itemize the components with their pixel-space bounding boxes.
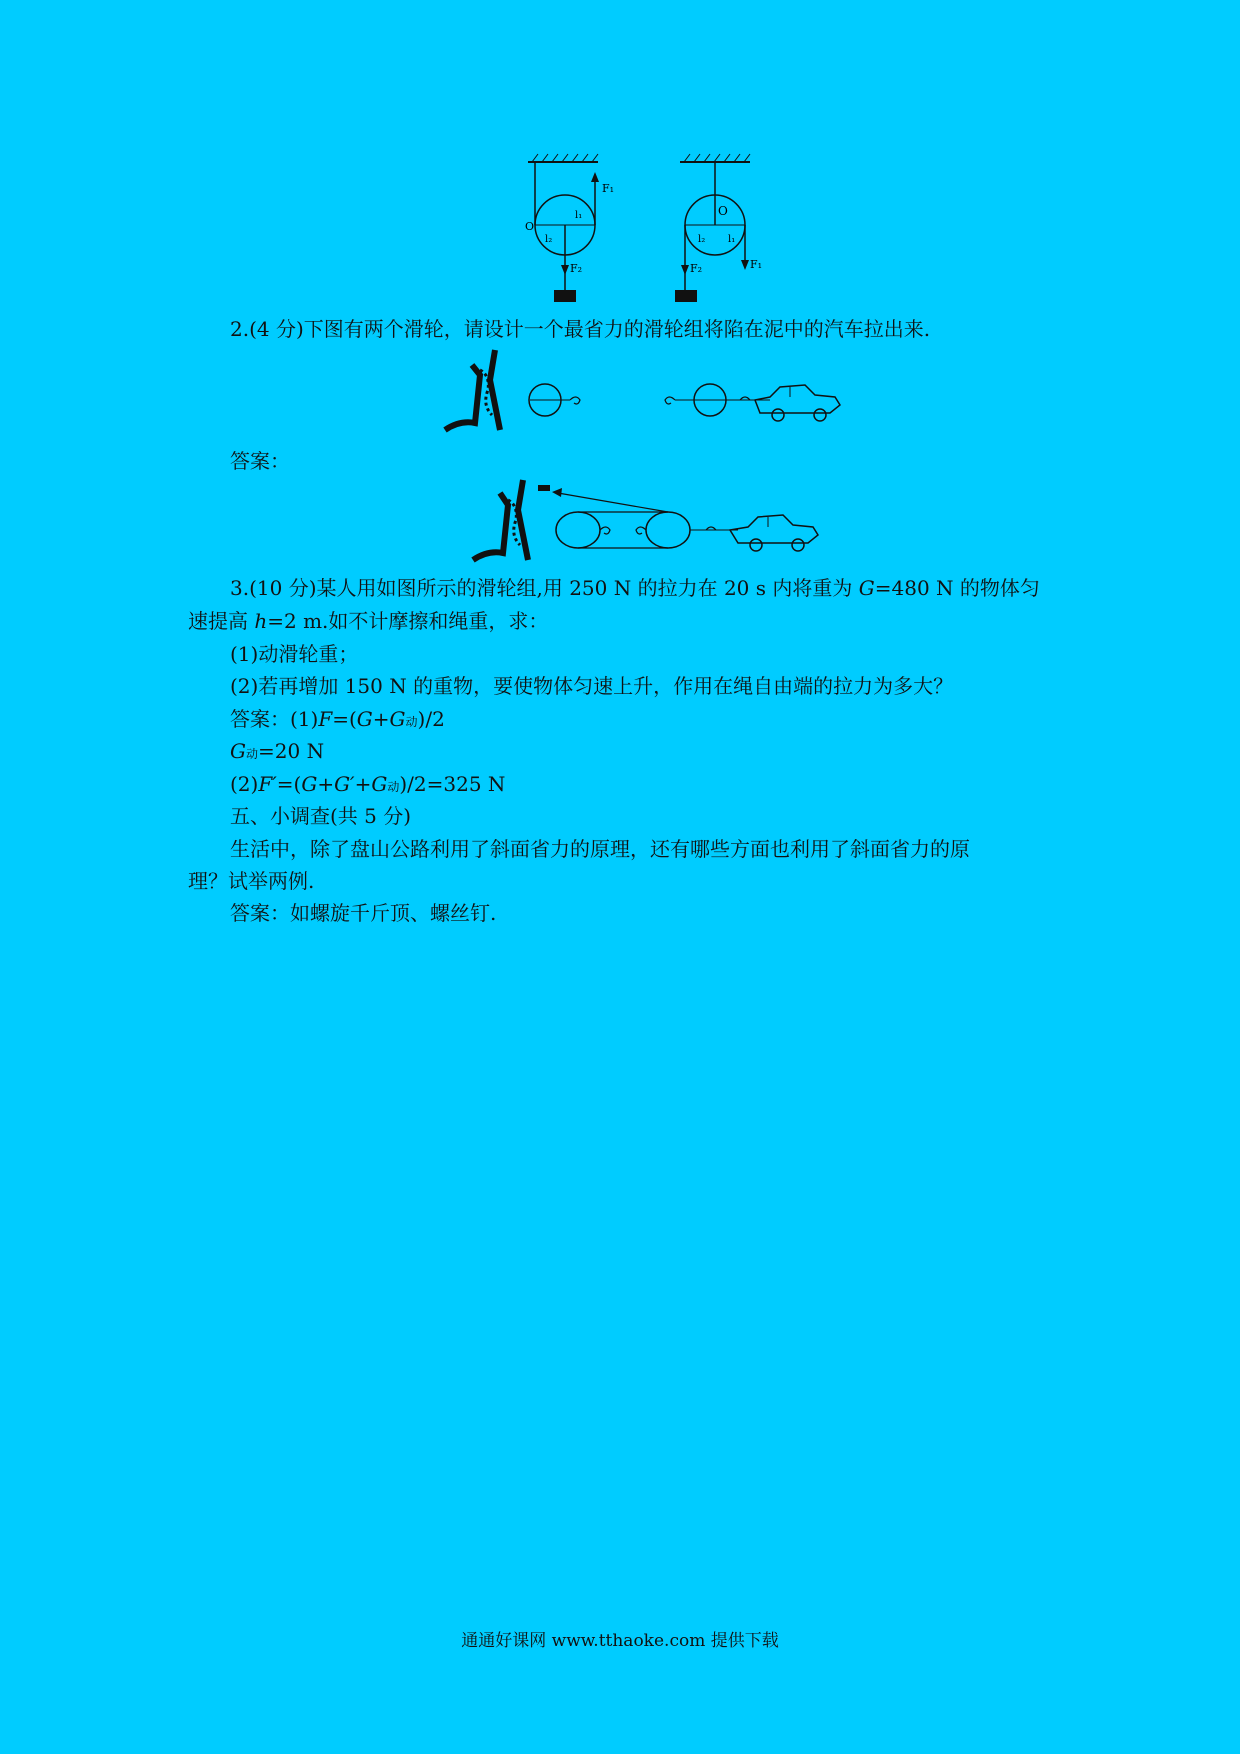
q3-sub2: (2)若再增加 150 N 的重物，要使物体匀速上升，作用在绳自由端的拉力为多大？ <box>230 674 954 698</box>
section5-line1: 生活中，除了盘山公路利用了斜面省力的原理，还有哪些方面也利用了斜面省力的原 <box>230 837 970 861</box>
page-footer: 通通好课网 www.tthaoke.com 提供下载 <box>461 1631 779 1651</box>
q2-answer-label: 答案： <box>230 449 290 473</box>
l1-label-left: l₁ <box>575 210 583 221</box>
q2-text: 2.(4 分)下图有两个滑轮，请设计一个最省力的滑轮组将陷在泥中的汽车拉出来. <box>230 317 931 341</box>
q3-answer1: 答案：(1)F=(G+G动)/2 <box>230 707 445 731</box>
f2-label-right: F₂ <box>690 262 703 275</box>
section5-answer: 答案：如螺旋千斤顶、螺丝钉. <box>230 901 497 925</box>
q3-line1: 3.(10 分)某人用如图所示的滑轮组,用 250 N 的拉力在 20 s 内将重为 G=480 N 的物体匀 <box>230 576 1040 600</box>
q3-answer3: (2)F′=(G+G′+G动)/2=325 N <box>230 772 506 796</box>
q3-line2: 速提高 h=2 m.如不计摩擦和绳重，求： <box>188 609 549 633</box>
pulley-lever-figure <box>520 150 770 310</box>
l2-label-right: l₂ <box>698 234 706 245</box>
answer-pulley-figure <box>468 475 828 567</box>
section5-line2: 理？试举两例. <box>188 869 315 893</box>
tree-pulleys-car-figure <box>440 345 850 440</box>
o-label-left: O <box>525 220 535 233</box>
section5-title: 五、小调查(共 5 分) <box>230 804 412 828</box>
q3-answer2: G动=20 N <box>230 739 325 763</box>
f1-label-right: F₁ <box>750 258 763 271</box>
l2-label-left: l₂ <box>545 234 553 245</box>
l1-label-right: l₁ <box>728 234 736 245</box>
f2-label-left: F₂ <box>570 262 583 275</box>
f1-label-left: F₁ <box>602 182 615 195</box>
o-label-right: O <box>718 204 728 218</box>
q3-sub1: (1)动滑轮重； <box>230 642 359 666</box>
